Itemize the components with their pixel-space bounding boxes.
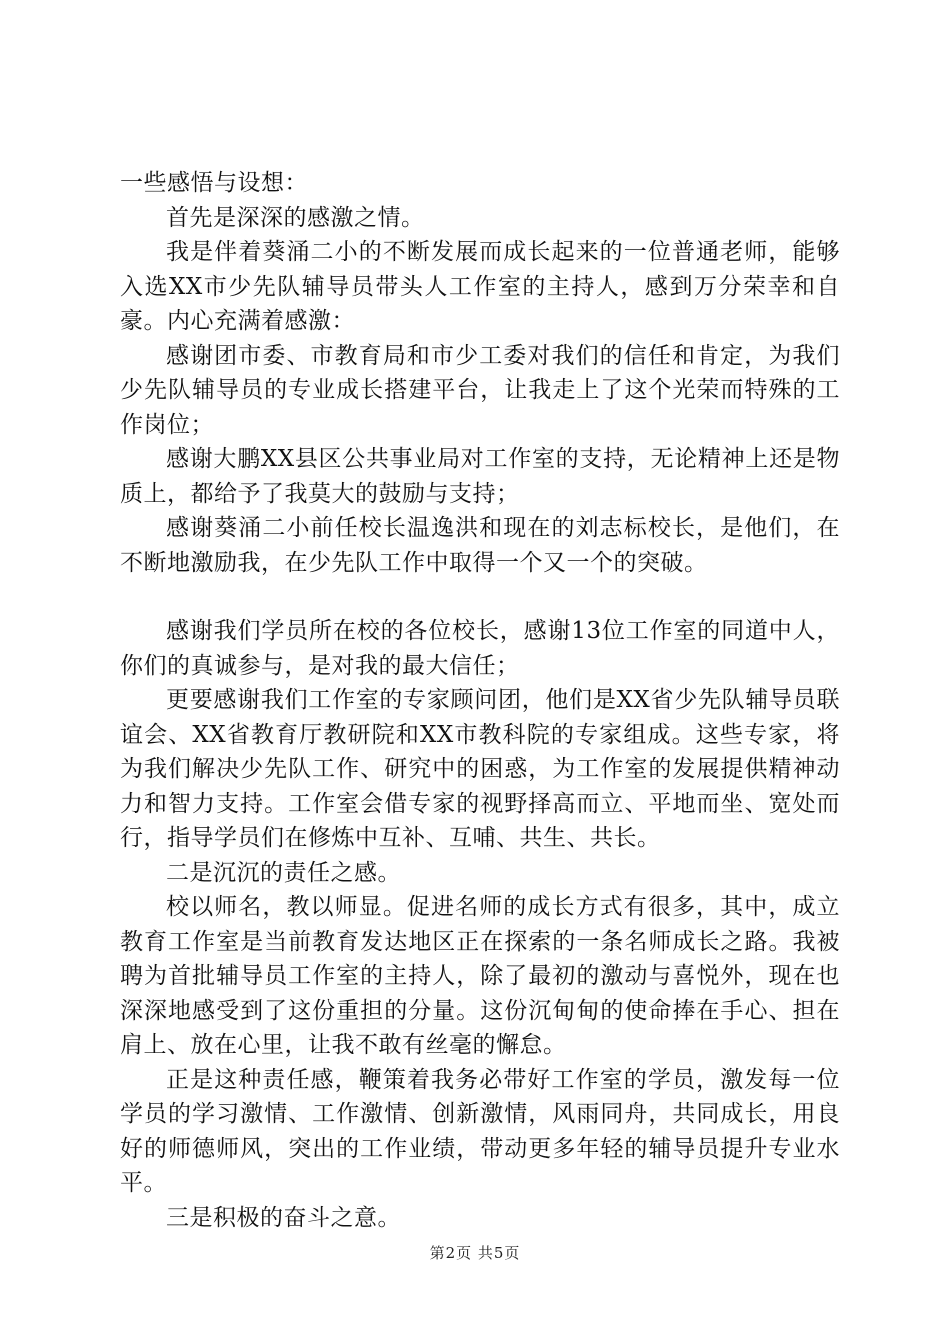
section-heading: 一些感悟与设想： [120,170,308,196]
page-number-footer: 第2页 共5页 [429,1244,521,1262]
paragraph: 感谢葵涌二小前任校长温逸洪和现在的刘志标校长，是他们，在不断地激励我，在少先队工作中取得一个又一个的突破。 [120,515,840,576]
paragraph: 感谢团市委、市教育局和市少工委对我们的信任和肯定，为我们少先队辅导员的专业成长搭建平台，让我走上了这个光荣而特殊的工作岗位； [120,342,840,438]
paragraph: 更要感谢我们工作室的专家顾问团，他们是XX省少先队辅导员联谊会、XX省教育厅教研院和XX市教科院的专家组成。这些专家，将为我们解决少先队工作、研究中的困惑，为工作室的发展提供精神动力和智力支持。工作室会借专家的视野择高而立、平地而坐、宽处而行，指导学员们在修炼中互补、互哺、共生、共长。 [120,687,840,851]
paragraph: 感谢我们学员所在校的各位校长，感谢13位工作室的同道中人，你们的真诚参与，是对我的最大信任； [120,618,840,679]
paragraph: 正是这种责任感，鞭策着我务必带好工作室的学员，激发每一位学员的学习激情、工作激情、创新激情，风雨同舟，共同成长，用良好的师德师风，突出的工作业绩，带动更多年轻的辅导员提升专业水平。 [120,1066,840,1196]
paragraph: 我是伴着葵涌二小的不断发展而成长起来的一位普通老师，能够入选XX市少先队辅导员带头人工作室的主持人，感到万分荣幸和自豪。内心充满着感激： [120,239,840,334]
paragraph: 二是沉沉的责任之感。 [166,859,401,886]
document-body [120,166,840,1235]
paragraph: 校以师名，教以师显。促进名师的成长方式有很多，其中，成立教育工作室是当前教育发达地区正在探索的一条名师成长之路。我被聘为首批辅导员工作室的主持人，除了最初的激动与喜悦外，现在也深深地感受到了这份重担的分量。这份沉甸甸的使命捧在手心、担在肩上、放在心里，让我不敢有丝毫的懈怠。 [120,894,840,1058]
paragraph: 感谢大鹏XX县区公共事业局对工作室的支持，无论精神上还是物质上，都给予了我莫大的鼓励与支持； [120,446,840,507]
paragraph: 三是积极的奋斗之意。 [166,1204,401,1231]
paragraph: 首先是深深的感激之情。 [166,204,425,231]
